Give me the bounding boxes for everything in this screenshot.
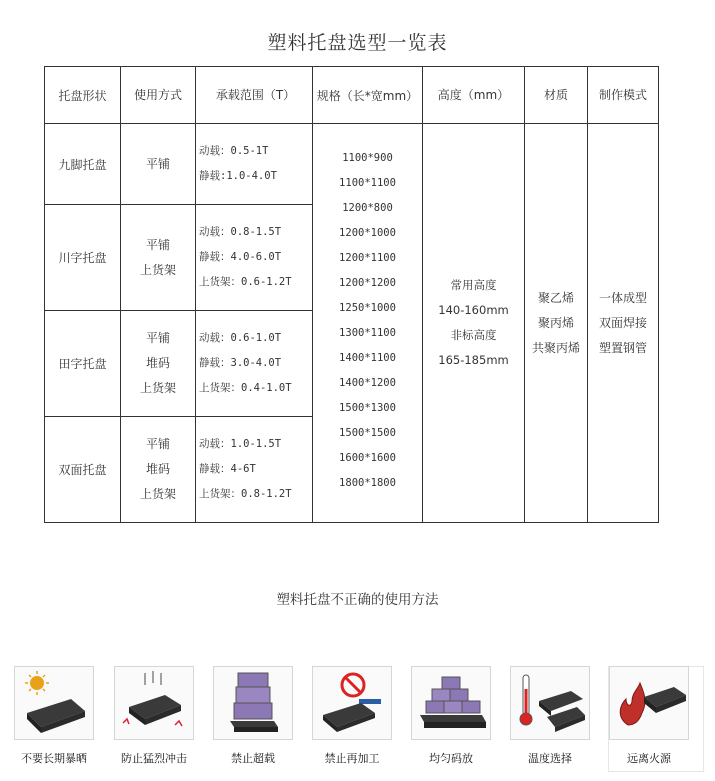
load-line: 动载：0.6-1.0T (199, 332, 282, 344)
misuse-caption: 远离火源 (627, 752, 671, 765)
header-size: 规格（长*宽mm） (313, 67, 423, 124)
mode-line: 塑置钢管 (598, 340, 647, 355)
size-item: 1600*1600 (339, 452, 396, 464)
misuse-item (609, 666, 689, 766)
header-material: 材质 (525, 67, 588, 124)
usage-line: 上货架 (139, 487, 176, 501)
cell-material (525, 124, 588, 523)
cell-load (196, 311, 313, 417)
usage-line: 堆码 (145, 462, 170, 476)
misuse-item (14, 666, 94, 766)
load-line: 上货架：0.6-1.2T (199, 276, 292, 288)
cell-usage (121, 124, 196, 205)
load-line: 静载：4-6T (199, 463, 256, 475)
cell-load (196, 124, 313, 205)
usage-line: 上货架 (139, 262, 176, 277)
height-line: 非标高度 (450, 328, 497, 342)
no-processing-icon (312, 666, 392, 740)
header-mode: 制作模式 (588, 67, 659, 124)
load-line: 静载：3.0-4.0T (199, 357, 282, 369)
cell-usage (121, 417, 196, 523)
cell-load (196, 417, 313, 523)
size-item: 1400*1100 (339, 352, 396, 364)
fire-icon (609, 666, 689, 740)
cell-shape: 田字托盘 (45, 311, 121, 417)
load-line: 动载：1.0-1.5T (199, 438, 282, 450)
cell-usage (121, 311, 196, 417)
material-line: 聚乙烯 (537, 290, 574, 305)
size-item: 1200*1000 (339, 227, 396, 239)
load-line: 上货架：0.4-1.0T (199, 382, 292, 394)
cell-load (196, 205, 313, 311)
thermometer-icon (510, 666, 590, 740)
material-line: 共聚丙烯 (531, 340, 580, 355)
header-height: 高度（mm） (423, 67, 525, 124)
misuse-icon-strip (14, 666, 704, 771)
size-item: 1400*1200 (339, 377, 396, 389)
cell-sizes (313, 124, 423, 523)
size-item: 1500*1300 (339, 402, 396, 414)
even-stack-icon (411, 666, 491, 740)
sun-icon (14, 666, 94, 740)
impact-icon (114, 666, 194, 740)
usage-line: 上货架 (139, 381, 176, 395)
usage-line: 平铺 (145, 156, 170, 171)
misuse-caption: 禁止再加工 (324, 752, 380, 765)
misuse-caption: 不要长期暴晒 (21, 752, 87, 765)
cell-height (423, 124, 525, 523)
size-item: 1200*1200 (339, 277, 396, 289)
usage-line: 堆码 (145, 356, 170, 370)
cell-shape: 九脚托盘 (45, 124, 121, 205)
misuse-caption: 均匀码放 (429, 752, 473, 765)
mode-line: 双面焊接 (598, 315, 647, 330)
usage-line: 平铺 (145, 331, 170, 345)
misuse-caption: 温度选择 (528, 752, 572, 765)
cell-usage (121, 205, 196, 311)
page-title: 塑料托盘选型一览表 (267, 32, 448, 54)
size-item: 1200*1100 (339, 252, 396, 264)
misuse-item (411, 666, 491, 766)
size-item: 1100*900 (342, 152, 393, 164)
size-item: 1800*1800 (339, 477, 396, 489)
size-item: 1250*1000 (339, 302, 396, 314)
size-list (313, 124, 422, 496)
size-item: 1200*800 (342, 202, 393, 214)
cell-shape: 川字托盘 (45, 205, 121, 311)
header-usage: 使用方式 (121, 67, 196, 124)
overload-icon (213, 666, 293, 740)
mode-line: 一体成型 (598, 290, 647, 305)
height-line: 165-185mm (438, 353, 509, 367)
usage-line: 平铺 (145, 237, 170, 252)
cell-mode (588, 124, 659, 523)
material-line: 聚丙烯 (537, 315, 574, 330)
misuse-section-title: 塑料托盘不正确的使用方法 (276, 592, 439, 608)
load-line: 静载:1.0-4.0T (199, 170, 277, 182)
size-item: 1500*1500 (339, 427, 396, 439)
load-line: 动载：0.5-1T (199, 145, 269, 157)
misuse-item (312, 666, 392, 766)
size-item: 1300*1100 (339, 327, 396, 339)
misuse-item (114, 666, 194, 766)
pallet-spec-table (44, 66, 659, 523)
load-line: 上货架：0.8-1.2T (199, 488, 292, 500)
usage-line: 平铺 (145, 437, 170, 451)
height-line: 常用高度 (450, 278, 497, 292)
misuse-caption: 禁止超载 (231, 752, 275, 765)
table-header-row (45, 67, 659, 124)
header-shape: 托盘形状 (45, 67, 121, 124)
size-item: 1100*1100 (339, 177, 396, 189)
height-line: 140-160mm (438, 303, 509, 317)
table-row (45, 124, 659, 205)
misuse-item (510, 666, 590, 766)
header-load: 承载范围（T） (196, 67, 313, 124)
load-line: 静载：4.0-6.0T (199, 251, 282, 263)
misuse-item (213, 666, 293, 766)
misuse-caption: 防止猛烈冲击 (121, 752, 187, 765)
cell-shape: 双面托盘 (45, 417, 121, 523)
load-line: 动载：0.8-1.5T (199, 226, 282, 238)
